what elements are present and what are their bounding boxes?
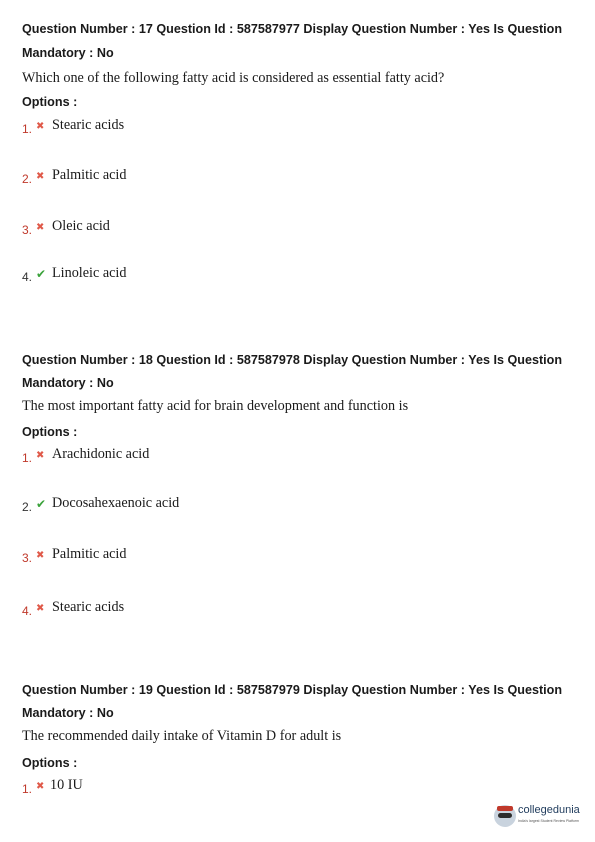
option-text: 10 IU bbox=[50, 777, 83, 793]
question-header: Question Number : 19 Question Id : 587587979 Display Question Number : Yes Is Question bbox=[22, 683, 563, 697]
option-text: Palmitic acid bbox=[52, 167, 127, 183]
option-text: Stearic acids bbox=[52, 599, 125, 615]
logo-tagline: India's largest Student Review Platform bbox=[518, 819, 579, 823]
option-number: 3. bbox=[22, 551, 33, 565]
option-text: Oleic acid bbox=[52, 218, 110, 234]
options-label: Options : bbox=[22, 425, 78, 439]
cross-icon: ✖ bbox=[36, 781, 45, 792]
options-label: Options : bbox=[22, 756, 78, 770]
option-text: Palmitic acid bbox=[52, 546, 127, 562]
option-number: 2. bbox=[22, 500, 33, 514]
option-number: 4. bbox=[22, 604, 33, 618]
question-header: Question Number : 17 Question Id : 587587977 Display Question Number : Yes Is Question bbox=[22, 22, 563, 36]
option-number: 2. bbox=[22, 172, 33, 186]
mandatory-label: Mandatory : No bbox=[22, 376, 114, 390]
cross-icon: ✖ bbox=[36, 222, 45, 233]
check-icon: ✔ bbox=[36, 497, 47, 511]
option-text: Linoleic acid bbox=[52, 265, 127, 281]
collegedunia-logo bbox=[494, 802, 590, 832]
check-icon: ✔ bbox=[36, 267, 47, 281]
question-text: Which one of the following fatty acid is considered as essential fatty acid? bbox=[22, 70, 445, 86]
option-number: 1. bbox=[22, 122, 33, 136]
cross-icon: ✖ bbox=[36, 121, 45, 132]
mandatory-label: Mandatory : No bbox=[22, 46, 114, 60]
cross-icon: ✖ bbox=[36, 550, 45, 561]
option-text: Arachidonic acid bbox=[52, 446, 150, 462]
option-number: 3. bbox=[22, 223, 33, 237]
question-text: The most important fatty acid for brain development and function is bbox=[22, 398, 409, 414]
option-text: Docosahexaenoic acid bbox=[52, 495, 180, 511]
cross-icon: ✖ bbox=[36, 171, 45, 182]
student-mascot-icon bbox=[494, 805, 516, 827]
options-label: Options : bbox=[22, 95, 78, 109]
cross-icon: ✖ bbox=[36, 450, 45, 461]
option-number: 1. bbox=[22, 451, 33, 465]
mandatory-label: Mandatory : No bbox=[22, 706, 114, 720]
question-header: Question Number : 18 Question Id : 587587978 Display Question Number : Yes Is Question bbox=[22, 353, 563, 367]
option-text: Stearic acids bbox=[52, 117, 125, 133]
cross-icon: ✖ bbox=[36, 603, 45, 614]
logo-name: collegedunia bbox=[518, 804, 580, 816]
option-number: 4. bbox=[22, 270, 33, 284]
question-text: The recommended daily intake of Vitamin D for adult is bbox=[22, 728, 342, 744]
option-number: 1. bbox=[22, 782, 33, 796]
